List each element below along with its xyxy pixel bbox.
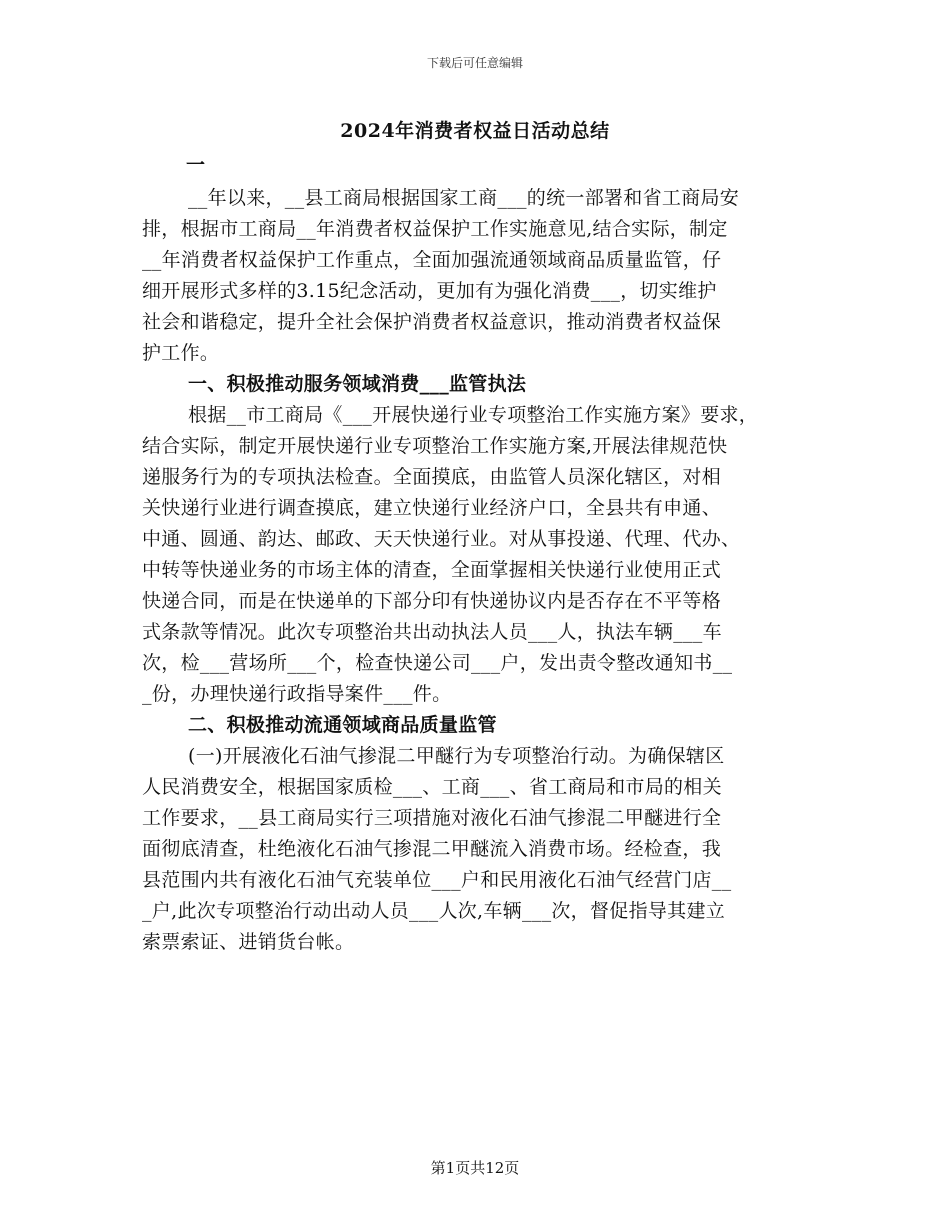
header-note: 下载后可任意编辑 bbox=[426, 56, 523, 70]
document-body bbox=[142, 183, 812, 958]
body-line: 中通、圆通、韵达、邮政、天天快递行业。对从事投递、代理、代办、 bbox=[142, 528, 741, 550]
section-heading: 二、积极推动流通领域商品质量监管 bbox=[188, 714, 497, 736]
body-line: 递服务行为的专项执法检查。全面摸底，由监管人员深化辖区，对相 bbox=[142, 466, 722, 488]
body-line: 县范围内共有液化石油气充装单位___户和民用液化石油气经营门店__ bbox=[142, 869, 732, 891]
body-line: 式条款等情况。此次专项整治共出动执法人员___人，执法车辆___车 bbox=[142, 621, 722, 643]
body-line: 护工作。 bbox=[142, 342, 220, 364]
body-line: 工作要求，__县工商局实行三项措施对液化石油气掺混二甲醚进行全 bbox=[142, 807, 722, 829]
body-line: 细开展形式多样的3.15纪念活动，更加有为强化消费___，切实维护 bbox=[142, 280, 717, 302]
document-title: 2024年消费者权益日活动总结 bbox=[340, 120, 610, 142]
section-heading: 一、积极推动服务领域消费___监管执法 bbox=[188, 373, 527, 395]
body-line: 关快递行业进行调查摸底，建立快递行业经济户口，全县共有申通、 bbox=[142, 497, 722, 519]
body-line: __年以来，__县工商局根据国家工商___的统一部署和省工商局安 bbox=[188, 187, 740, 209]
body-line: __年消费者权益保护工作重点，全面加强流通领域商品质量监管，仔 bbox=[142, 249, 722, 271]
body-line: 索票索证、进销货台帐。 bbox=[142, 931, 355, 953]
body-line: (一)开展液化石油气掺混二甲醚行为专项整治行动。为确保辖区 bbox=[188, 745, 725, 767]
body-line: 根据__市工商局《___开展快递行业专项整治工作实施方案》要求， bbox=[188, 404, 759, 426]
body-line: _份，办理快递行政指导案件___件。 bbox=[142, 683, 452, 705]
body-line: 次，检___营场所___个，检查快递公司___户，发出责令整改通知书__ bbox=[142, 652, 733, 674]
body-line: 面彻底清查，杜绝液化石油气掺混二甲醚流入消费市场。经检查，我 bbox=[142, 838, 722, 860]
body-line: 结合实际，制定开展快递行业专项整治工作实施方案,开展法律规范快 bbox=[142, 435, 728, 457]
body-line: 社会和谐稳定，提升全社会保护消费者权益意识，推动消费者权益保 bbox=[142, 311, 722, 333]
section-number: 一 bbox=[186, 154, 206, 176]
body-line: _户,此次专项整治行动出动人员___人次,车辆___次，督促指导其建立 bbox=[142, 900, 726, 922]
page-footer: 第1页共12页 bbox=[430, 1159, 520, 1177]
body-line: 排，根据市工商局__年消费者权益保护工作实施意见,结合实际，制定 bbox=[142, 218, 728, 240]
body-line: 人民消费安全，根据国家质检___、工商___、省工商局和市局的相关 bbox=[142, 776, 722, 798]
body-line: 快递合同，而是在快递单的下部分印有快递协议内是否存在不平等格 bbox=[142, 590, 722, 612]
body-line: 中转等快递业务的市场主体的清查，全面掌握相关快递行业使用正式 bbox=[142, 559, 722, 581]
